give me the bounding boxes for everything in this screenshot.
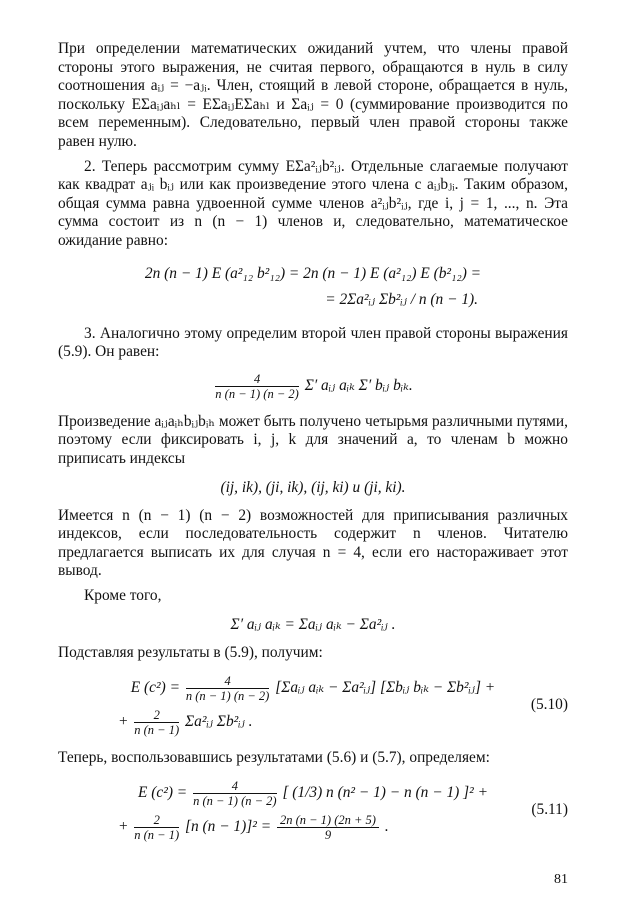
- formula-second-term-rest: Σ′ aᵢⱼ aᵢₖ Σ′ bᵢⱼ bᵢₖ.: [304, 376, 413, 394]
- fraction: [215, 372, 299, 401]
- formula-expectation-line-2: = 2Σa²ᵢⱼ Σb²ᵢⱼ / n (n − 1).: [325, 290, 478, 308]
- fraction: [277, 813, 379, 842]
- formula-second-term: [58, 372, 568, 401]
- formula-5-11-end: .: [384, 817, 389, 835]
- fraction-numerator: 4: [193, 779, 277, 794]
- fraction-numerator: 2n (n − 1) (2n + 5): [277, 813, 379, 828]
- formula-5-10-rest-2: Σa²ᵢⱼ Σb²ᵢⱼ .: [185, 713, 253, 731]
- formula-5-10-line-1: [58, 671, 568, 705]
- paragraph-6: Кроме того,: [84, 586, 162, 604]
- fraction: [134, 813, 179, 842]
- formula-index-pairs: [58, 479, 568, 497]
- formula-sigma-prime: [58, 615, 568, 634]
- formula-expectation: [58, 261, 568, 313]
- paragraph-5: Имеется n (n − 1) (n − 2) возможностей для приписывания различных индексов, если последовательность содержит n членов. Читателю предлагается выписать их для случая n = 4, если его настораживает этот вывод.: [58, 506, 568, 580]
- fraction-numerator: 4: [186, 674, 270, 689]
- formula-expectation-line-1: 2n (n − 1) E (a²₁₂ b²₁₂) = 2n (n − 1) E (a²₁₂) E (b²₁₂) =: [144, 264, 482, 282]
- paragraph-8: Теперь, воспользовавшись результатами (5.6) и (5.7), определяем:: [58, 749, 490, 767]
- formula-5-11-rest-1: [ (1/3) n (n² − 1) − n (n − 1) ]² +: [282, 783, 488, 801]
- formula-lhs: E (c²) =: [130, 679, 180, 697]
- formula-lhs: E (c²) =: [138, 783, 188, 801]
- fraction: [186, 674, 270, 703]
- paragraph-1: При определении математических ожиданий учтем, что члены правой стороны этого выражения, не считая первого, обращаются в нуль в силу соотношения aᵢⱼ = −aⱼᵢ. Член, стоящий в левой стороне, обращается в нуль, поскольку EΣaᵢⱼaₕₗ = EΣaᵢⱼEΣaₕₗ и Σaᵢⱼ = 0 (суммирование производится по всем переменным). Следовательно, первый член правой стороны также равен нулю.: [58, 40, 568, 150]
- fraction-denominator: n (n − 1) (n − 2): [193, 793, 277, 808]
- fraction-denominator: n (n − 1) (n − 2): [215, 386, 299, 401]
- formula-5-10-rest-1: [Σaᵢⱼ aᵢₖ − Σa²ᵢⱼ] [Σbᵢⱼ bᵢₖ − Σb²ᵢⱼ] +: [275, 679, 496, 697]
- paragraph-2: 2. Теперь рассмотрим сумму EΣa²ᵢⱼb²ᵢⱼ. Отдельные слагаемые получают как квадрат aⱼᵢ bᵢⱼ или как произведение этого члена с aᵢⱼbⱼᵢ. Таким образом, общая сумма равна удвоенной сумме членов a²ᵢⱼb²ᵢⱼ, где i, j = 1, ..., n. Эта сумма состоит из n (n − 1) членов и, следовательно, математическое ожидание равно:: [58, 157, 568, 249]
- fraction-numerator: 2: [134, 708, 179, 723]
- fraction-numerator: 4: [215, 372, 299, 387]
- formula-5-11-mid: [n (n − 1)]² =: [185, 817, 272, 835]
- fraction-denominator: n (n − 1): [134, 723, 180, 738]
- plus-sign: +: [118, 713, 129, 731]
- fraction-numerator: 2: [134, 813, 179, 828]
- paragraph-3: 3. Аналогично этому определим второй член правой стороны выражения (5.9). Он равен:: [58, 324, 568, 361]
- equation-number: (5.10): [530, 696, 568, 714]
- formula-sigma-prime-text: Σ′ aᵢⱼ aᵢₖ = Σaᵢⱼ aᵢₖ − Σa²ᵢⱼ .: [230, 616, 396, 634]
- equation-number: (5.11): [531, 800, 568, 818]
- plus-sign: +: [118, 817, 129, 835]
- page-number: 81: [554, 872, 568, 887]
- paragraph-7: Подставляя результаты в (5.9), получим:: [58, 644, 323, 662]
- fraction-denominator: 9: [324, 827, 332, 842]
- fraction: [193, 779, 277, 808]
- formula-5-11-line-1: [58, 776, 568, 810]
- formula-index-pairs-text: (ij, ik), (ji, ik), (ij, ki) и (ji, ki).: [220, 478, 406, 496]
- fraction: [134, 708, 179, 737]
- fraction-denominator: n (n − 1) (n − 2): [185, 689, 270, 704]
- formula-5-11: [58, 776, 568, 844]
- fraction-denominator: n (n − 1): [134, 827, 180, 842]
- paragraph-4: Произведение aᵢⱼaᵢₕbᵢⱼbᵢₕ может быть получено четырьмя различными путями, поэтому если фиксировать i, j, k для значений a, то членам b можно приписать индексы: [58, 412, 569, 467]
- formula-5-10: [58, 671, 568, 739]
